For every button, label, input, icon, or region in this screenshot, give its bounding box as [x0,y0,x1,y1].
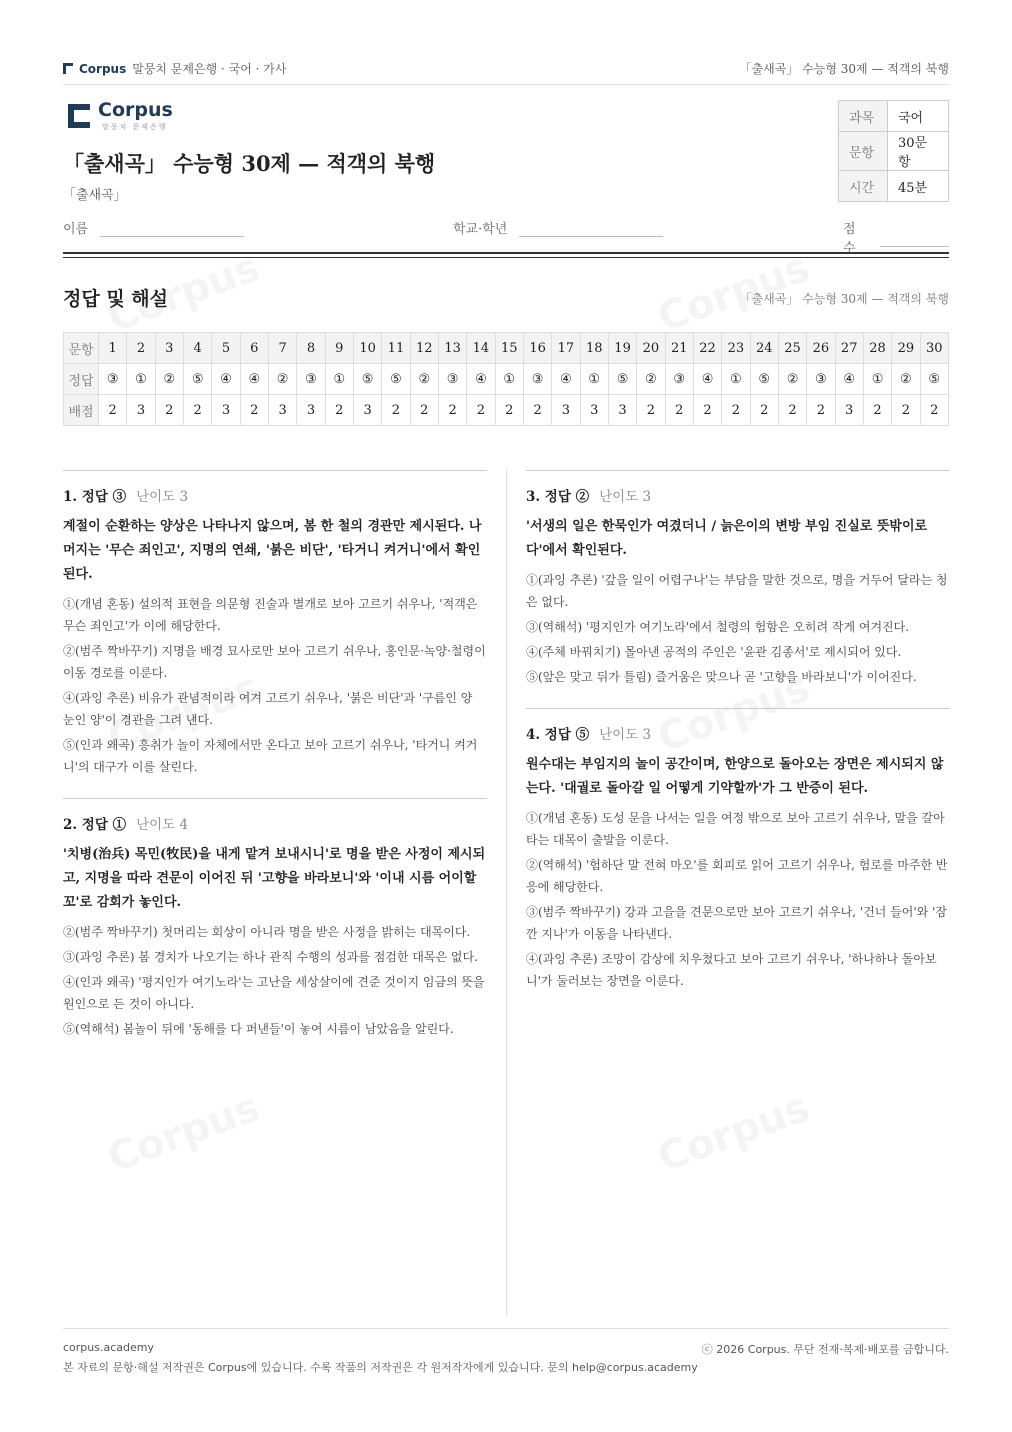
points-cell: 3 [297,395,325,426]
explanation-text: 계절이 순환하는 양상은 나타나지 않으며, 봄 한 철의 경관만 제시된다. 나머지는 '무슨 죄인고', 지명의 연쇄, '붉은 비단', '타거니 켜거니'에서 확인된다. [63,519,482,582]
points-cell: 2 [410,395,438,426]
answer-cell: ① [863,364,891,395]
option-explanation: ④(주체 바꿔치기) 몰아낸 공적의 주인은 '윤관 김종서'로 제시되어 있다. [526,645,902,659]
question-number-cell: 21 [665,333,693,364]
school-field[interactable] [519,218,663,237]
question-answer: 4. 정답 ⑤ [526,727,590,743]
answer-cell: ⑤ [382,364,410,395]
points-cell: 2 [495,395,523,426]
question-explanation [63,798,487,1040]
points-cell: 3 [835,395,863,426]
question-number-cell: 7 [268,333,296,364]
right-column [526,470,950,1012]
answer-cell: ② [410,364,438,395]
logo-brand: Corpus [98,99,173,121]
left-column [63,470,487,1060]
difficulty-label: 난이도 4 [136,817,189,833]
answer-cell: ④ [240,364,268,395]
difficulty-label: 난이도 3 [599,489,652,505]
meta-key: 문항 [839,132,888,171]
question-number-cell: 18 [580,333,608,364]
answer-table-header: 배점 [64,395,99,426]
question-explanation [63,470,487,778]
section-title: 정답 및 해설 [63,288,168,310]
option-explanation: ①(개념 혼동) 도성 문을 나서는 일을 여정 밖으로 보아 고르기 쉬우나, 말을 갈아타는 대목이 출발을 이룬다. [526,811,945,847]
question-number-cell: 16 [523,333,551,364]
points-cell: 2 [807,395,835,426]
question-number-cell: 11 [382,333,410,364]
question-number-cell: 3 [155,333,183,364]
answer-cell: ④ [835,364,863,395]
answer-cell: ② [155,364,183,395]
watermark [102,1084,266,1181]
answer-cell: ② [778,364,806,395]
points-cell: 2 [382,395,410,426]
points-cell: 3 [580,395,608,426]
answer-cell: ⑤ [920,364,948,395]
logo-mark-icon [63,63,73,74]
points-cell: 2 [438,395,466,426]
question-number-cell: 25 [778,333,806,364]
answer-cell: ① [325,364,353,395]
answer-cell: ⑤ [750,364,778,395]
option-explanation: ③(역해석) '평지인가 여기노라'에서 철령의 험함은 오히려 작게 여겨진다. [526,620,910,634]
top-brand: Corpus [79,61,127,76]
points-cell: 2 [467,395,495,426]
header-divider [63,252,949,258]
answer-cell: ③ [523,364,551,395]
question-header [526,723,950,743]
points-cell: 3 [268,395,296,426]
question-header [526,485,950,505]
points-cell: 2 [722,395,750,426]
answer-cell: ③ [807,364,835,395]
option-explanation: ④(인과 왜곡) '평지인가 여기노라'는 고난을 세상살이에 견준 것이지 임금의 뜻을 원인으로 든 것이 아니다. [63,975,485,1011]
question-number-cell: 30 [920,333,948,364]
option-explanation: ⑤(역해석) 봄놀이 뒤에 '동해를 다 퍼낸들'이 놓여 시름이 남았음을 알린다. [63,1022,454,1036]
answer-cell: ④ [467,364,495,395]
school-label: 학교·학년 [453,222,508,237]
top-doc-title: 「출새곡」 수능형 30제 — 적객의 북행 [739,62,949,76]
question-number-cell: 6 [240,333,268,364]
meta-table [838,100,949,202]
question-number-cell: 22 [693,333,721,364]
score-field[interactable] [880,228,949,247]
points-cell: 3 [608,395,636,426]
answer-cell: ① [722,364,750,395]
question-number-cell: 19 [608,333,636,364]
question-answer: 3. 정답 ② [526,489,590,505]
question-number-cell: 14 [467,333,495,364]
question-explanation [526,470,950,688]
score-label: 점수 [843,222,856,256]
answer-cell: ④ [552,364,580,395]
answer-cell: ③ [665,364,693,395]
points-cell: 2 [665,395,693,426]
points-cell: 2 [325,395,353,426]
points-cell: 3 [212,395,240,426]
option-explanation: ④(과잉 추론) 비유가 관념적이라 여겨 고르기 쉬우나, '붉은 비단'과 '구름인 양 눈인 양'이 경관을 그려 낸다. [63,691,473,727]
name-label: 이름 [63,222,89,237]
difficulty-label: 난이도 3 [599,727,652,743]
points-cell: 2 [99,395,127,426]
question-explanation [526,708,950,992]
question-number-cell: 4 [183,333,211,364]
question-number-cell: 15 [495,333,523,364]
answer-cell: ④ [693,364,721,395]
question-number-cell: 9 [325,333,353,364]
section-doc-title: 「출새곡」 수능형 30제 — 적객의 북행 [739,292,949,306]
footer-notice: 본 자료의 문항·해설 저작권은 Corpus에 있습니다. 수록 작품의 저작권은 각 원저작자에게 있습니다. 문의 help@corpus.academy [63,1361,698,1374]
answer-cell: ② [637,364,665,395]
question-number-cell: 5 [212,333,240,364]
explanation-text: '치병(治兵) 목민(牧民)을 내게 맡겨 보내시니'로 명을 받은 사정이 제시되고, 지명을 따라 견문이 이어진 뒤 '고향을 바라보니'와 '이내 시름 어이할꼬'로 감회가 놓인다. [63,847,486,910]
points-cell: 2 [778,395,806,426]
explanation-text: 원수대는 부임지의 놀이 공간이며, 한양으로 돌아오는 장면은 제시되지 않는다. '대궐로 돌아갈 일 어떻게 기약할까'가 그 반증이 된다. [526,757,944,796]
question-answer: 2. 정답 ① [63,817,127,833]
question-number-cell: 8 [297,333,325,364]
question-number-cell: 23 [722,333,750,364]
meta-value: 30문항 [888,132,949,171]
question-number-cell: 2 [127,333,155,364]
question-number-cell: 13 [438,333,466,364]
option-explanation: ③(범주 짝바꾸기) 강과 고을을 견문으로만 보아 고르기 쉬우나, '건너 들어'와 '잠깐 지나'가 이동을 나타낸다. [526,905,947,941]
footer [63,1328,949,1374]
option-explanation: ②(범주 짝바꾸기) 첫머리는 회상이 아니라 명을 받은 사정을 밝히는 대목이다. [63,925,471,939]
answer-table-header: 문항 [64,333,99,364]
question-number-cell: 12 [410,333,438,364]
explanation-text: '서생의 일은 한묵인가 여겼더니 / 늙은이의 변방 부임 진실로 뜻밖이로다'에서 확인된다. [526,519,928,558]
answer-cell: ③ [297,364,325,395]
answer-table [63,332,949,426]
column-divider [506,470,507,1315]
option-explanation: ②(역해석) '험하단 말 전혀 마오'를 회피로 읽어 고르기 쉬우나, 험로를 마주한 반응에 해당한다. [526,858,948,894]
meta-key: 시간 [839,171,888,202]
option-explanation: ③(과잉 추론) 봄 경치가 나오기는 하나 관직 수행의 성과를 점검한 대목은 없다. [63,950,478,964]
option-explanation: ②(범주 짝바꾸기) 지명을 배경 묘사로만 보아 고르기 쉬우나, 홍인문·녹양·철령이 이동 경로를 이룬다. [63,644,486,680]
question-answer: 1. 정답 ③ [63,489,127,505]
meta-key: 과목 [839,101,888,132]
points-cell: 2 [750,395,778,426]
points-cell: 2 [183,395,211,426]
points-cell: 3 [552,395,580,426]
top-bar [63,58,949,85]
question-number-cell: 27 [835,333,863,364]
answer-cell: ⑤ [608,364,636,395]
question-number-cell: 28 [863,333,891,364]
page-title: 「출새곡」 수능형 30제 — 적객의 북행 [63,151,436,176]
points-cell: 2 [920,395,948,426]
option-explanation: ①(개념 혼동) 설의적 표현을 의문형 진술과 별개로 보아 고르기 쉬우나, '적객은 무슨 죄인고'가 이에 해당한다. [63,597,478,633]
points-cell: 2 [863,395,891,426]
points-cell: 2 [892,395,920,426]
question-number-cell: 26 [807,333,835,364]
answer-cell: ② [892,364,920,395]
points-cell: 2 [693,395,721,426]
meta-value: 국어 [888,101,949,132]
question-header [63,485,487,505]
name-field[interactable] [100,218,244,237]
answer-cell: ① [580,364,608,395]
answer-cell: ③ [99,364,127,395]
watermark [652,1084,816,1181]
question-number-cell: 10 [353,333,381,364]
logo-mark-icon [68,104,90,128]
student-fields [63,218,949,256]
question-number-cell: 24 [750,333,778,364]
question-number-cell: 1 [99,333,127,364]
difficulty-label: 난이도 3 [136,489,189,505]
footer-site: corpus.academy [63,1341,154,1354]
points-cell: 3 [127,395,155,426]
points-cell: 3 [353,395,381,426]
option-explanation: ⑤(인과 왜곡) 흥취가 놀이 자체에서만 온다고 보아 고르기 쉬우나, '타거니 켜거니'의 대구가 이를 살린다. [63,738,478,774]
answer-cell: ③ [438,364,466,395]
option-explanation: ⑤(앞은 맞고 뒤가 틀림) 즐거움은 맞으나 곧 '고향을 바라보니'가 이어진다. [526,670,917,684]
points-cell: 2 [155,395,183,426]
question-header [63,813,487,833]
option-explanation: ①(과잉 추론) '갚을 일이 어렵구나'는 부담을 말한 것으로, 명을 거두어 달라는 청은 없다. [526,573,948,609]
question-number-cell: 29 [892,333,920,364]
breadcrumb: 말뭉치 문제은행 · 국어 · 가사 [132,62,287,76]
answer-cell: ① [127,364,155,395]
points-cell: 2 [523,395,551,426]
footer-copyright: ⓒ 2026 Corpus. 무단 전재·복제·배포를 금합니다. [701,1343,949,1356]
points-cell: 2 [240,395,268,426]
answer-table-header: 정답 [64,364,99,395]
question-number-cell: 20 [637,333,665,364]
logo-sub: 말뭉치 문제은행 [102,123,168,131]
answer-cell: ④ [212,364,240,395]
answer-cell: ① [495,364,523,395]
points-cell: 2 [637,395,665,426]
answer-cell: ⑤ [183,364,211,395]
answer-cell: ⑤ [353,364,381,395]
option-explanation: ④(과잉 추론) 조망이 감상에 치우쳤다고 보아 고르기 쉬우나, '하나하나 돌아보니'가 둘러보는 장면을 이룬다. [526,952,937,988]
page-subtitle: 「출새곡」 [63,188,127,203]
answer-cell: ② [268,364,296,395]
question-number-cell: 17 [552,333,580,364]
meta-value: 45분 [888,171,949,202]
